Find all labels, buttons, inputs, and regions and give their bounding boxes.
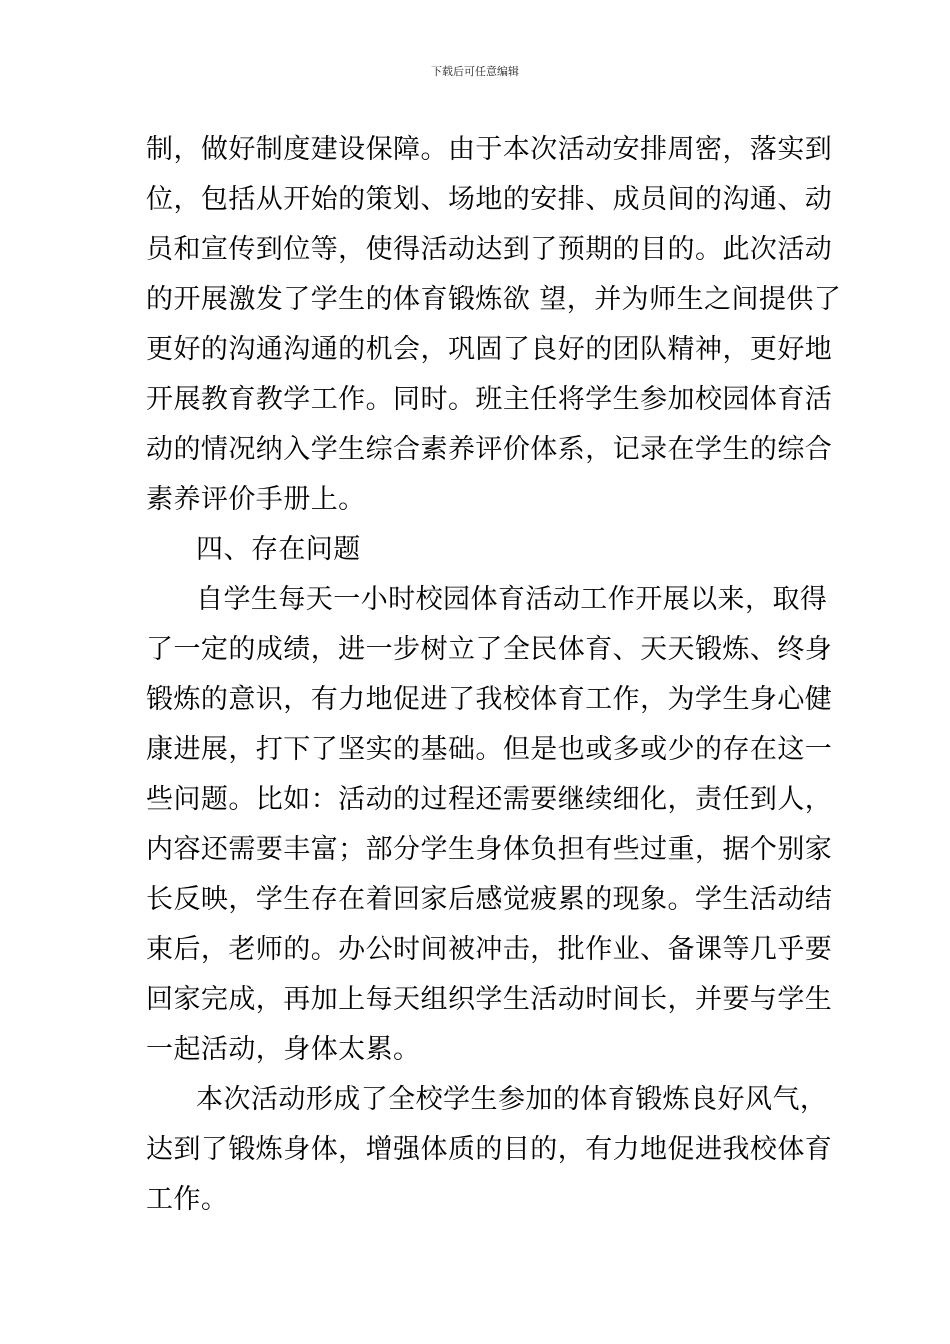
text-line: 开展教育教学工作。同时。班主任将学生参加校园体育活 (146, 384, 833, 415)
text-line: 动的情况纳入学生综合素养评价体系，记录在学生的综合 (146, 434, 833, 465)
text-line: 制，做好制度建设保障。由于本次活动安排周密，落实到 (146, 134, 833, 165)
text-line: 的开展激发了学生的体育锻炼欲 望，并为师生之间提供了 (146, 284, 842, 315)
text-line: 回家完成，再加上每天组织学生活动时间长，并要与学生 (146, 984, 833, 1015)
text-line: 素养评价手册上。 (146, 484, 366, 515)
text-line: 康进展，打下了坚实的基础。但是也或多或少的存在这一 (146, 734, 833, 765)
text-line: 长反映，学生存在着回家后感觉疲累的现象。学生活动结 (146, 884, 833, 915)
text-line: 锻炼的意识，有力地促进了我校体育工作，为学生身心健 (146, 684, 833, 715)
text-line: 了一定的成绩，进一步树立了全民体育、天天锻炼、终身 (146, 634, 833, 665)
text-line: 达到了锻炼身体，增强体质的目的，有力地促进我校体育 (146, 1134, 833, 1165)
text-line: 内容还需要丰富；部分学生身体负担有些过重，据个别家 (146, 834, 833, 865)
text-line: 些问题。比如：活动的过程还需要继续细化，责任到人， (146, 784, 833, 815)
text-line: 自学生每天一小时校园体育活动工作开展以来，取得 (196, 584, 828, 615)
page-header: 下载后可任意编辑 (431, 65, 519, 78)
text-line: 位，包括从开始的策划、场地的安排、成员间的沟通、动 (146, 184, 833, 215)
text-line: 一起活动，身体太累。 (146, 1034, 421, 1065)
text-line: 本次活动形成了全校学生参加的体育锻炼良好风气， (196, 1084, 828, 1115)
text-line: 更好的沟通沟通的机会，巩固了良好的团队精神，更好地 (146, 334, 833, 365)
section-heading: 四、存在问题 (196, 534, 361, 565)
text-line: 员和宣传到位等，使得活动达到了预期的目的。此次活动 (146, 234, 833, 265)
text-line: 束后，老师的。办公时间被冲击，批作业、备课等几乎要 (146, 934, 833, 965)
text-line: 工作。 (146, 1184, 229, 1215)
